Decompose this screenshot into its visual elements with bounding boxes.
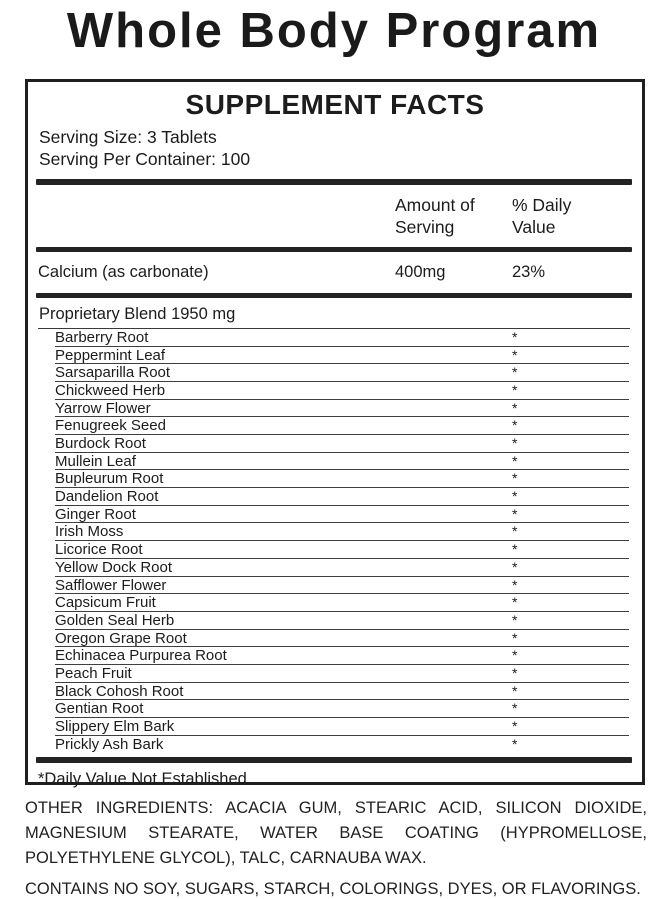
ingredient-row: [55, 700, 629, 718]
daily-value-asterisk: *: [512, 364, 518, 381]
daily-value-asterisk: *: [512, 700, 518, 717]
ingredient-list: [28, 329, 642, 755]
ingredient-name: Safflower Flower: [55, 576, 167, 594]
daily-value-asterisk: *: [512, 629, 518, 646]
ingredient-name: Burdock Root: [55, 435, 146, 452]
ingredient-name: Slippery Elm Bark: [55, 718, 175, 735]
ingredient-row: [55, 577, 629, 595]
daily-value-asterisk: *: [512, 576, 518, 593]
ingredient-row: [55, 665, 629, 683]
calcium-name: Calcium (as carbonate): [38, 262, 209, 281]
daily-value-asterisk: *: [512, 417, 518, 434]
ingredient-row: [55, 541, 629, 559]
ingredient-name: Licorice Root: [55, 541, 143, 559]
ingredient-row: [55, 718, 629, 736]
calcium-daily-value: 23%: [512, 262, 546, 281]
ingredient-name: Prickly Ash Bark: [55, 735, 164, 753]
ingredient-name: Bupleurum Root: [55, 470, 164, 488]
ingredient-row: [55, 382, 629, 400]
ingredient-name: Capsicum Fruit: [55, 594, 156, 612]
ingredient-name: Black Cohosh Root: [55, 682, 184, 700]
ingredient-row: [55, 683, 629, 701]
ingredient-name: Gentian Root: [55, 700, 144, 718]
ingredient-name: Fenugreek Seed: [55, 417, 166, 435]
daily-value-asterisk: *: [512, 611, 518, 628]
ingredient-name: Chickweed Herb: [55, 381, 166, 399]
supplement-facts-panel: [25, 79, 645, 788]
ingredient-row: [55, 630, 629, 648]
daily-value-asterisk: *: [512, 346, 518, 363]
ingredient-row: [55, 400, 629, 418]
contains-no-text: CONTAINS NO SOY, SUGARS, STARCH, COLORINGS, DYES, OR FLAVORINGS.: [25, 879, 641, 898]
daily-value-asterisk: *: [512, 435, 518, 451]
ingredient-row: [55, 647, 629, 665]
ingredient-name: Barberry Root: [55, 328, 149, 346]
ingredient-name: Echinacea Purpurea Root: [55, 647, 227, 665]
column-header-daily-value: % Daily Value: [512, 195, 572, 237]
ingredient-row: [55, 453, 629, 471]
daily-value-asterisk: *: [512, 381, 518, 398]
ingredient-row: [55, 364, 629, 382]
column-header-row: [28, 185, 642, 247]
ingredient-row: [55, 417, 629, 435]
ingredient-row: [55, 347, 629, 365]
ingredient-row: [55, 470, 629, 488]
daily-value-asterisk: *: [512, 541, 518, 558]
column-header-amount: Amount of Serving: [395, 195, 475, 237]
ingredient-name: Dandelion Root: [55, 488, 159, 506]
ingredient-name: Peach Fruit: [55, 664, 132, 682]
daily-value-asterisk: *: [512, 594, 518, 611]
daily-value-asterisk: *: [512, 682, 518, 699]
daily-value-asterisk: *: [512, 452, 518, 469]
calcium-amount: 400mg: [395, 262, 446, 281]
ingredient-name: Ginger Root: [55, 505, 136, 523]
daily-value-asterisk: *: [512, 470, 518, 487]
supplement-facts-heading: SUPPLEMENT FACTS: [185, 89, 485, 121]
daily-value-asterisk: *: [512, 399, 518, 416]
servings-per-container: Serving Per Container: 100: [39, 148, 251, 169]
ingredient-row: [55, 523, 629, 541]
ingredient-name: Yarrow Flower: [55, 399, 151, 417]
daily-value-asterisk: *: [512, 558, 518, 575]
daily-value-footnote: *Daily Value Not Established: [38, 769, 247, 788]
ingredient-name: Mullein Leaf: [55, 452, 136, 470]
ingredient-name: Peppermint Leaf: [55, 346, 166, 364]
ingredient-name: Sarsaparilla Root: [55, 364, 171, 382]
ingredient-name: Oregon Grape Root: [55, 629, 187, 647]
ingredient-row: [55, 559, 629, 577]
daily-value-asterisk: *: [512, 664, 518, 681]
proprietary-blend-title: Proprietary Blend 1950 mg: [38, 298, 630, 329]
ingredient-name: Golden Seal Herb: [55, 611, 175, 629]
daily-value-asterisk: *: [512, 735, 518, 752]
daily-value-asterisk: *: [512, 523, 518, 540]
ingredient-row: [55, 488, 629, 506]
ingredient-row: [55, 435, 629, 453]
daily-value-asterisk: *: [512, 328, 518, 345]
ingredient-name: Irish Moss: [55, 523, 124, 541]
ingredient-row: [55, 736, 629, 755]
ingredient-name: Yellow Dock Root: [55, 558, 173, 576]
daily-value-asterisk: *: [512, 488, 518, 505]
calcium-row: [28, 252, 642, 293]
product-title: Whole Body Program: [66, 4, 602, 58]
serving-size: Serving Size: 3 Tablets: [39, 127, 217, 148]
daily-value-asterisk: *: [512, 505, 518, 522]
ingredient-row: [55, 506, 629, 524]
ingredient-row: [55, 594, 629, 612]
serving-info: [28, 121, 642, 170]
ingredient-row: [55, 329, 629, 347]
daily-value-asterisk: *: [512, 647, 518, 664]
daily-value-asterisk: *: [512, 718, 518, 734]
other-ingredients-text: OTHER INGREDIENTS: ACACIA GUM, STEARIC ACID, SILICON DIOXIDE, MAGNESIUM STEARATE, WATER BASE COATING (HYPROMELLOSE, POLYETHYLENE GLYCOL), TALC, CARNAUBA WAX.: [25, 799, 647, 867]
ingredient-row: [55, 612, 629, 630]
